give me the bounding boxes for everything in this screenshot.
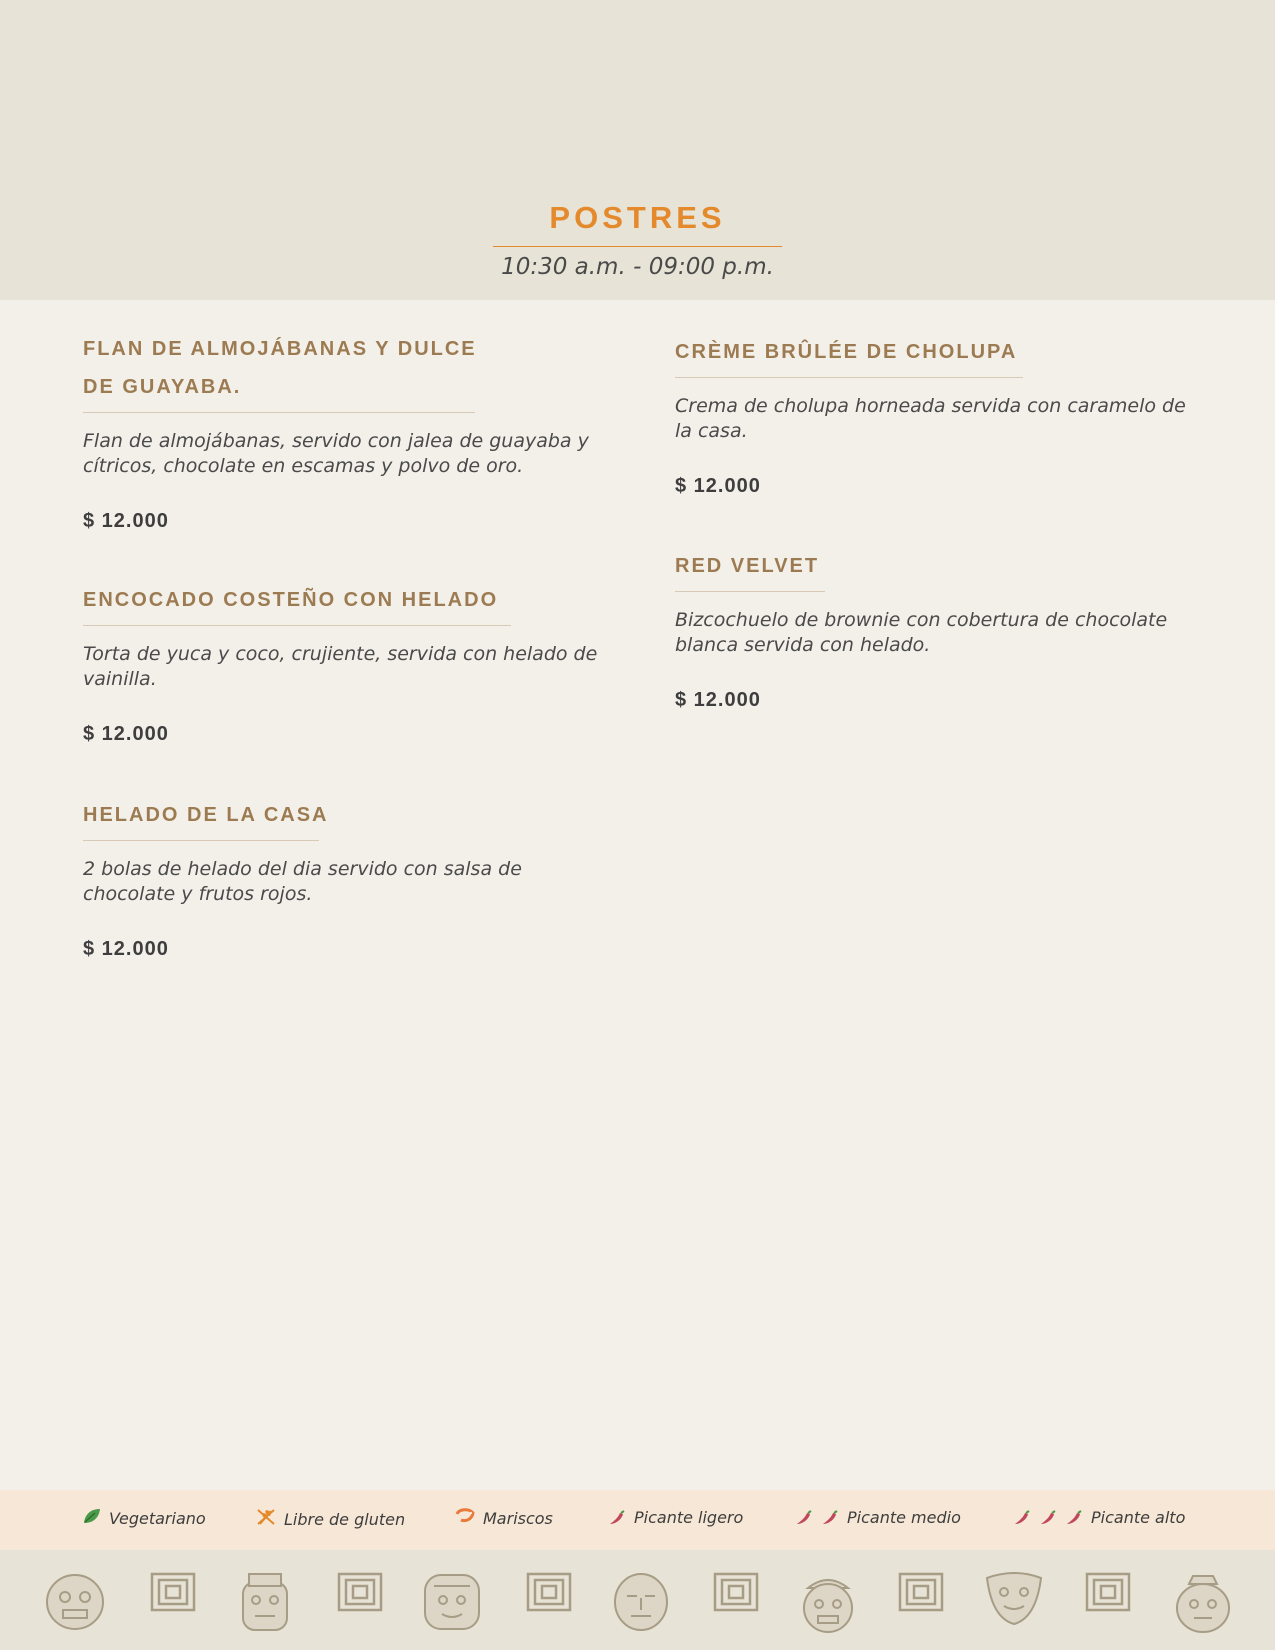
item-price: $ 12.000 (83, 938, 169, 960)
item-description: Flan de almojábanas, servido con jalea de guayaba y cítricos, chocolate en escamas y polvo de oro. (83, 430, 589, 477)
mask-icon (984, 1572, 1044, 1626)
legend-band (0, 1490, 1275, 1550)
mask-icon (1173, 1572, 1233, 1634)
spiral-icon (337, 1572, 383, 1612)
title-divider (493, 246, 782, 247)
spiral-icon (526, 1572, 572, 1612)
mask-icon (422, 1572, 482, 1632)
item-name: ENCOCADO COSTEÑO CON HELADO (83, 589, 499, 611)
leaf-icon (83, 1508, 101, 1528)
item-price: $ 12.000 (83, 510, 169, 532)
mask-icon (237, 1572, 293, 1634)
item-name: RED VELVET (675, 555, 820, 577)
item-divider (83, 840, 319, 841)
item-divider (83, 412, 475, 413)
mask-icon (43, 1572, 107, 1632)
legend-spicy-high (1013, 1508, 1185, 1527)
chili-icon (795, 1510, 839, 1526)
section-title: POSTRES (549, 200, 726, 235)
chili-icon (1013, 1510, 1083, 1526)
shrimp-icon (455, 1508, 475, 1528)
menu-item (83, 796, 603, 961)
mask-icon (612, 1572, 670, 1632)
legend-label: Libre de gluten (284, 1509, 406, 1529)
spiral-icon (898, 1572, 944, 1612)
item-description: Bizcochuelo de brownie con cobertura de chocolate blanca servida con helado. (675, 609, 1168, 656)
menu-item (675, 333, 1195, 498)
section-hours: 10:30 a.m. - 09:00 p.m. (501, 254, 774, 280)
legend-label: Picante alto (1091, 1508, 1186, 1527)
legend-spicy-light (608, 1508, 743, 1527)
item-divider (675, 377, 1023, 378)
spiral-icon (150, 1572, 196, 1612)
item-name: CRÈME BRÛLÉE DE CHOLUPA (675, 341, 1018, 363)
legend-label: Vegetariano (109, 1508, 206, 1528)
legend-label: Picante ligero (634, 1508, 744, 1527)
item-name-line: DE GUAYABA. (83, 376, 242, 398)
legend-label: Picante medio (847, 1508, 961, 1527)
legend-gluten-free (256, 1508, 405, 1530)
mask-icon (800, 1572, 856, 1634)
wheat-crossed-icon (256, 1508, 276, 1530)
item-description: 2 bolas de helado del dia servido con salsa de chocolate y frutos rojos. (83, 858, 522, 905)
legend-seafood (455, 1508, 553, 1528)
legend-spicy-medium (795, 1508, 961, 1527)
item-description: Torta de yuca y coco, crujiente, servida con helado de vainilla. (83, 643, 598, 690)
item-divider (675, 591, 825, 592)
spiral-icon (1085, 1572, 1131, 1612)
menu-item (83, 330, 603, 533)
item-description: Crema de cholupa horneada servida con caramelo de la casa. (675, 395, 1186, 442)
menu-item (675, 547, 1195, 712)
item-price: $ 12.000 (675, 689, 761, 711)
menu-item (83, 581, 603, 746)
item-divider (83, 625, 511, 626)
legend-label: Mariscos (483, 1508, 553, 1528)
chili-icon (608, 1510, 626, 1526)
item-name: HELADO DE LA CASA (83, 804, 329, 826)
legend-vegetarian (83, 1508, 206, 1528)
item-name-line: FLAN DE ALMOJÁBANAS Y DULCE (83, 338, 477, 360)
item-name (83, 330, 603, 406)
decorative-footer (0, 1550, 1275, 1650)
item-price: $ 12.000 (83, 723, 169, 745)
item-price: $ 12.000 (675, 475, 761, 497)
spiral-icon (713, 1572, 759, 1612)
